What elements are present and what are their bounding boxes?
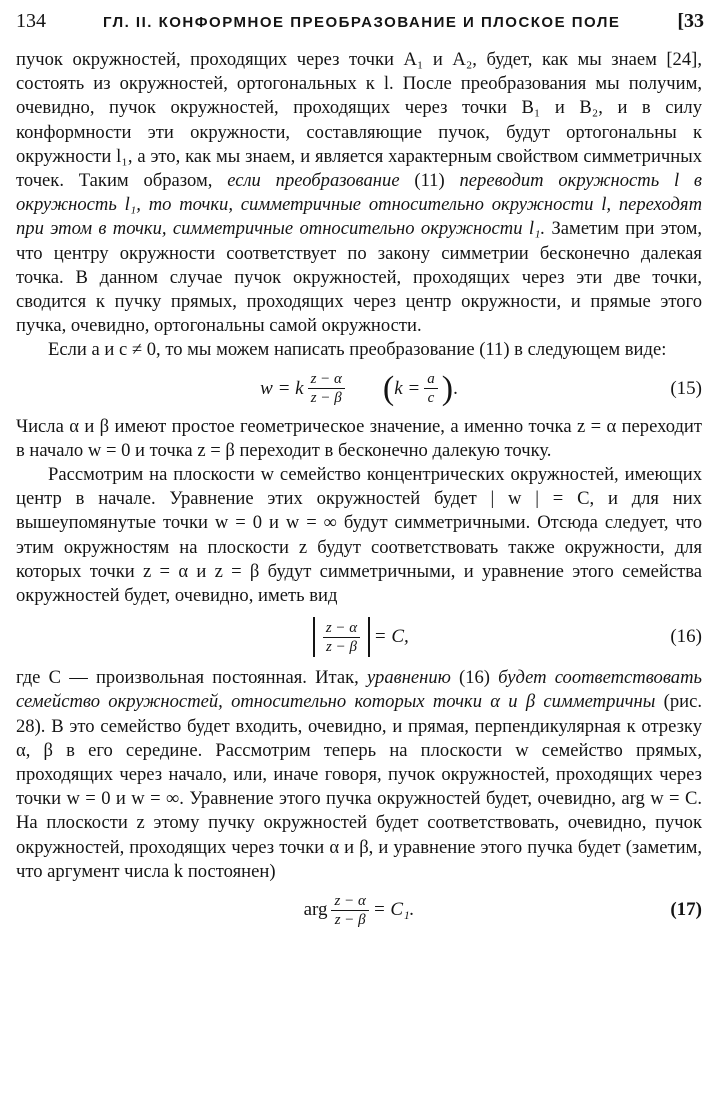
paragraph-1-text-a: пучок окружностей, проходящих через точки A₁ и A₂, будет, как мы знаем [24], состоять из окружностей, ортогональных к l. После преобразования мы получим, очевидно, пучок окружностей, проходящих через точки B₁ и B₂, и в силу конформности эти окружности, составляющие пучок, будут ортогональны к окружности l₁, а это, как мы знаем, и является характерным свойством симметричных точек. Таким образом, [16, 49, 702, 192]
paragraph-1-emphasis-a: если преобразование [227, 170, 400, 192]
running-title: ГЛ. II. КОНФОРМНОЕ ПРЕОБРАЗОВАНИЕ И ПЛОСКОЕ ПОЛЕ [102, 14, 621, 31]
eq16-abs-bar-right [368, 617, 370, 657]
eq17-denominator: z − β [334, 911, 366, 928]
eq15-k-denominator: c [427, 390, 435, 407]
paragraph-3: Числа α и β имеют простое геометрическое значение, а именно точка z = α переходит в начало w = 0 и точка z = β переходит в бесконечно далекую точку. [16, 415, 702, 461]
paragraph-2: Если a и c ≠ 0, то мы можем написать преобразование (11) в следующем виде: [48, 339, 667, 361]
paragraph-5-emphasis-a: уравнению [367, 667, 451, 689]
eq16-numerator: z − α [323, 619, 360, 638]
eq15-numerator: z − α [308, 370, 345, 389]
equation-16 [16, 608, 702, 666]
paragraph-5-text-a: где C — произвольная постоянная. Итак, [16, 667, 368, 689]
section-reference: [33 [677, 10, 704, 32]
eq17-arg: arg [303, 898, 328, 920]
eq15-k-numerator: a [424, 370, 438, 389]
eq15-open-paren: ( [382, 369, 395, 407]
eq15-lhs: w = k [260, 377, 304, 399]
eq16-fraction [323, 619, 360, 656]
paragraph-1 [16, 48, 702, 338]
page-number: 134 [16, 10, 46, 32]
equation-17 [16, 884, 702, 936]
paragraph-5-text-c: (рис. 28). В это семейство будет входить, очевидно, и прямая, перпендикулярная к отрезку α, β в его середине. Рассмотрим теперь на плоскости w семейство прямых, проходящих через начало, или, иначе говоря, пучок окружностей, проходящих через точки w = 0 и w = ∞. Уравнение этого пучка окружностей будет, очевидно, arg w = C. На плоскости z этому пучку окружностей будет соответствовать, очевидно, пучок окружностей, проходящих через точки α и β, и уравнение этого пучка будет (заметим, что аргумент числа k постоянен) [16, 691, 702, 882]
eq17-rhs: = C₁. [372, 898, 415, 920]
page-body [16, 48, 702, 936]
eq15-denominator: z − β [310, 390, 342, 407]
paragraph-5-text-b: (16) [450, 667, 499, 689]
eq16-rhs: = C, [373, 626, 409, 648]
page-header [16, 10, 704, 40]
eq16-abs-bar-left [313, 617, 315, 657]
eq15-close-paren: ) [441, 369, 454, 407]
eq16-denominator: z − β [326, 638, 357, 655]
eq16-label: (16) [670, 626, 702, 648]
paragraph-4: Рассмотрим на плоскости w семейство концентрических окружностей, имеющих центр в начале. Уравнение этих окружностей будет | w | = C, и для них вышеупомянутые точки w = 0 и w = ∞ будут симметричными. Отсюда следует, что этим окружностям на плоскости z будут соответствовать также окружности, для которых точки z = α и z = β будут симметричными, и уравнение этого семейства окружностей будет, очевидно, иметь вид [16, 464, 702, 607]
paragraph-5-emphasis-b: будет соответствовать семейство окружностей, относительно которых точки α и β симметричны [16, 667, 702, 713]
paragraph-5 [16, 666, 702, 884]
eq15-k-lhs: k = [394, 377, 421, 399]
eq17-label: (17) [670, 898, 702, 920]
paragraph-1-text-b: (11) [399, 170, 460, 192]
paragraph-1-emphasis-b: переводит окружность l в окружность l₁, то точки, симметричные относительно окружности l, переходят при этом в точки, симметричные относительно окружности l₁. [16, 170, 703, 240]
eq15-fraction [308, 370, 345, 407]
eq15-label: (15) [670, 377, 702, 399]
eq17-numerator: z − α [331, 892, 368, 911]
paragraph-1-text-c: Заметим при этом, что центру окружности соответствует по закону симметрии бесконечно далекая точка. В данном случае пучок окружностей, проходящих через эти две точки, сводится к пучку прямых, проходящих через центр окружности, и прямые этого пучка, очевидно, ортогональны самой окружности. [16, 218, 703, 337]
eq17-fraction [331, 892, 368, 929]
equation-15: w = k $\frac{z - \alpha}{z - \beta}$ ( k = $\frac{a}{c}$ ) . (15) [260, 369, 702, 407]
eq15-k-fraction [424, 370, 438, 407]
